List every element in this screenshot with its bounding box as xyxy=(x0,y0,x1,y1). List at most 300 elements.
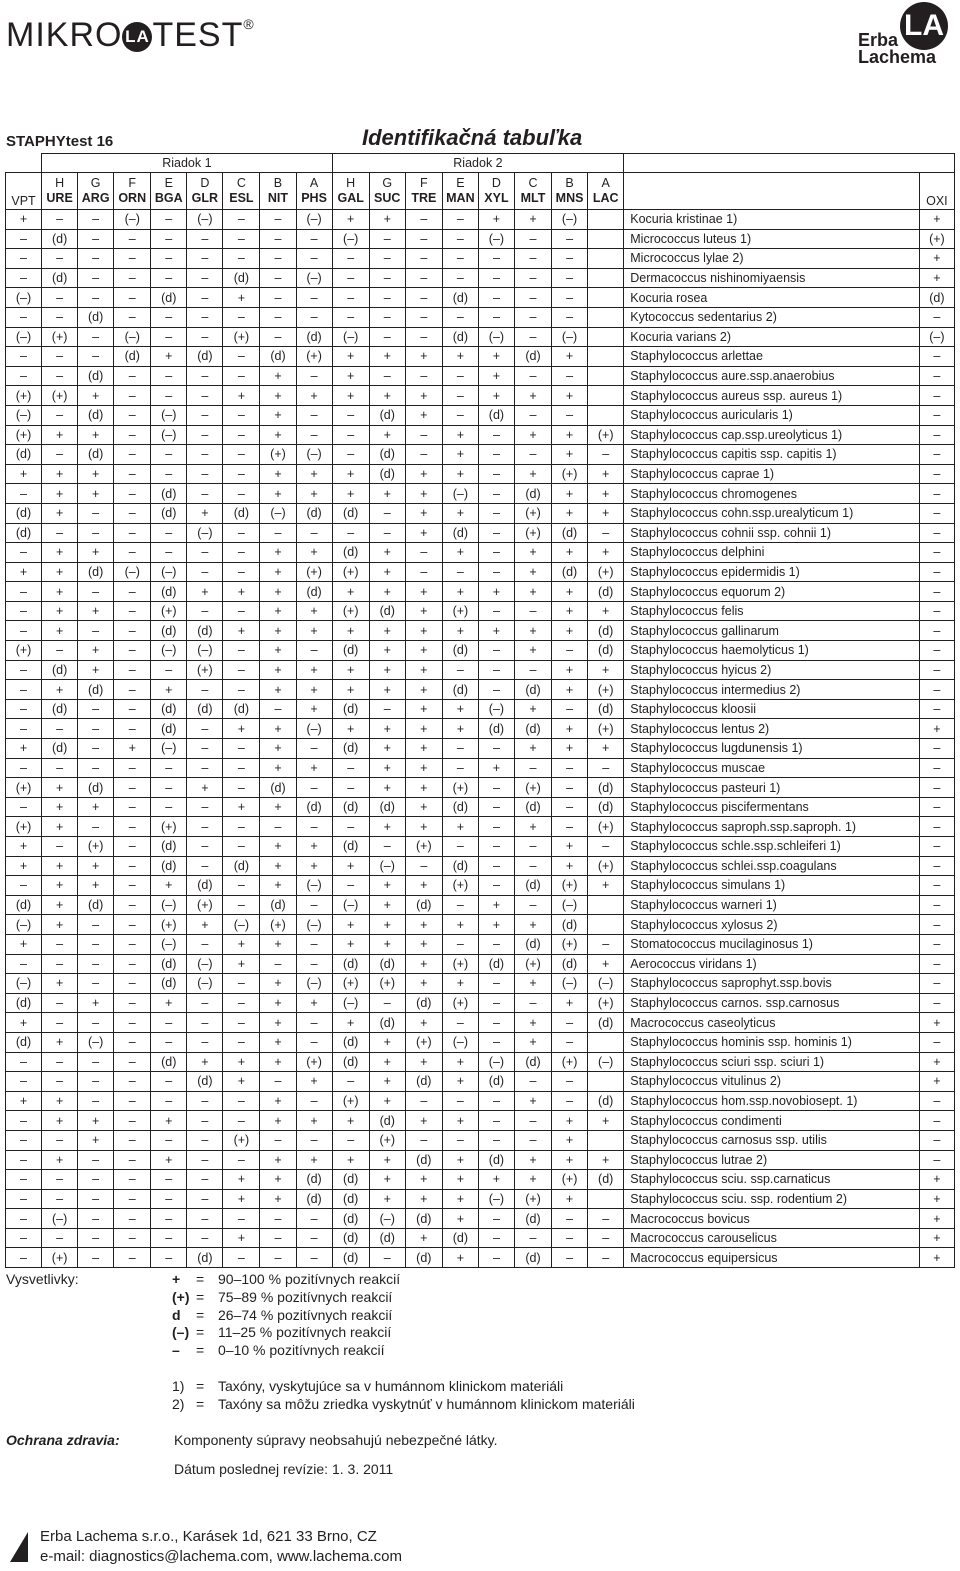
reaction-cell: + xyxy=(369,739,405,759)
reaction-cell: – xyxy=(78,974,114,994)
reaction-cell: (–) xyxy=(369,856,405,876)
reaction-cell: – xyxy=(151,386,187,406)
table-row xyxy=(6,543,955,563)
reaction-cell: – xyxy=(187,484,223,504)
test-code: ARG xyxy=(81,191,110,205)
species-name: Micrococcus lylae 2) xyxy=(624,249,920,269)
table-row xyxy=(6,1209,955,1229)
oxi-value: – xyxy=(919,974,954,994)
reaction-cell: (d) xyxy=(405,1072,442,1092)
reaction-cell: – xyxy=(369,307,405,327)
species-name: Kocuria varians 2) xyxy=(624,327,920,347)
reaction-cell: – xyxy=(552,229,588,249)
oxi-value: – xyxy=(919,1130,954,1150)
oxi-value: – xyxy=(919,817,954,837)
reaction-cell: – xyxy=(552,778,588,798)
reaction-cell: + xyxy=(514,543,551,563)
reaction-cell: – xyxy=(552,817,588,837)
reaction-cell: – xyxy=(514,856,551,876)
reaction-cell: + xyxy=(42,1032,78,1052)
reaction-cell: – xyxy=(6,1130,42,1150)
legend-item xyxy=(172,1307,392,1323)
reaction-cell: – xyxy=(151,758,187,778)
reaction-cell: (d) xyxy=(588,1170,624,1190)
species-name: Staphylococcus hyicus 2) xyxy=(624,660,920,680)
table-row xyxy=(6,1228,955,1248)
reaction-cell: + xyxy=(260,758,296,778)
reaction-cell: – xyxy=(223,993,260,1013)
reaction-cell: – xyxy=(369,503,405,523)
reaction-cell: (–) xyxy=(588,1052,624,1072)
reaction-cell: – xyxy=(478,1209,514,1229)
reaction-cell: + xyxy=(260,876,296,896)
reaction-cell: (–) xyxy=(223,915,260,935)
reaction-cell: – xyxy=(514,366,551,386)
reaction-cell: + xyxy=(42,503,78,523)
reaction-cell: – xyxy=(6,543,42,563)
reaction-cell: (+) xyxy=(260,445,296,465)
reaction-cell: – xyxy=(514,601,551,621)
reaction-cell: – xyxy=(42,1170,78,1190)
reaction-cell: – xyxy=(369,229,405,249)
reaction-cell: – xyxy=(369,1248,405,1268)
reaction-cell: + xyxy=(405,680,442,700)
legend-symbol: (–) xyxy=(172,1324,190,1341)
reaction-cell: + xyxy=(78,797,114,817)
reaction-cell: – xyxy=(6,954,42,974)
reaction-cell: – xyxy=(478,680,514,700)
reaction-cell: + xyxy=(405,347,442,367)
oxi-value: – xyxy=(919,758,954,778)
reaction-cell: – xyxy=(442,386,478,406)
reaction-cell: – xyxy=(514,758,551,778)
reaction-cell: – xyxy=(588,1228,624,1248)
reaction-cell: + xyxy=(369,680,405,700)
reaction-cell: + xyxy=(552,582,588,602)
reaction-cell: + xyxy=(332,386,369,406)
legend-text: 90–100 % pozitívnych reakcií xyxy=(218,1271,401,1287)
reaction-cell: (d) xyxy=(552,915,588,935)
reaction-cell: – xyxy=(223,347,260,367)
reaction-cell: – xyxy=(405,1091,442,1111)
test-well-letter: B xyxy=(565,176,574,190)
reaction-cell: – xyxy=(114,993,151,1013)
reaction-cell: + xyxy=(260,425,296,445)
reaction-cell: + xyxy=(588,1150,624,1170)
reaction-cell xyxy=(588,229,624,249)
reaction-cell: + xyxy=(296,543,332,563)
reaction-cell: – xyxy=(78,719,114,739)
table-row xyxy=(6,327,955,347)
reaction-cell: – xyxy=(114,837,151,857)
reaction-cell: + xyxy=(332,915,369,935)
test-well-letter: A xyxy=(309,176,319,190)
reaction-cell: – xyxy=(42,210,78,230)
reaction-cell: + xyxy=(514,974,551,994)
test-header-tre xyxy=(405,173,442,210)
reaction-cell: + xyxy=(42,817,78,837)
reaction-cell: – xyxy=(42,307,78,327)
reaction-cell: + xyxy=(405,1189,442,1209)
legend-item xyxy=(172,1324,391,1340)
reaction-cell: (d) xyxy=(187,1072,223,1092)
reaction-cell: + xyxy=(442,699,478,719)
test-code: TRE xyxy=(411,191,437,205)
table-row xyxy=(6,1248,955,1268)
reaction-cell: (+) xyxy=(588,993,624,1013)
reaction-cell: – xyxy=(187,366,223,386)
reaction-cell: + xyxy=(405,954,442,974)
reaction-cell: (+) xyxy=(514,954,551,974)
species-name: Staphylococcus aure.ssp.anaerobius xyxy=(624,366,920,386)
oxi-value: – xyxy=(919,876,954,896)
species-name: Staphylococcus sciuri ssp. sciuri 1) xyxy=(624,1052,920,1072)
reaction-cell: + xyxy=(296,1150,332,1170)
reaction-cell: – xyxy=(6,1052,42,1072)
reaction-cell: – xyxy=(296,366,332,386)
reaction-cell: + xyxy=(42,601,78,621)
reaction-cell: – xyxy=(332,876,369,896)
reaction-cell: + xyxy=(332,934,369,954)
reaction-cell: + xyxy=(442,445,478,465)
test-header-nit xyxy=(260,173,296,210)
reaction-cell: – xyxy=(187,993,223,1013)
reaction-cell: – xyxy=(6,229,42,249)
reaction-cell: – xyxy=(223,425,260,445)
reaction-cell: + xyxy=(514,1032,551,1052)
reaction-cell xyxy=(588,895,624,915)
reaction-cell: – xyxy=(6,1150,42,1170)
reaction-cell: – xyxy=(369,993,405,1013)
reaction-cell: – xyxy=(588,837,624,857)
reaction-cell: + xyxy=(588,660,624,680)
reaction-cell: – xyxy=(552,1228,588,1248)
species-name: Staphylococcus sciu. ssp.carnaticus xyxy=(624,1170,920,1190)
table-row xyxy=(6,268,955,288)
reaction-cell: – xyxy=(223,739,260,759)
reaction-cell: (–) xyxy=(478,699,514,719)
reaction-cell: + xyxy=(478,1170,514,1190)
reaction-cell: – xyxy=(223,778,260,798)
reaction-cell: – xyxy=(405,268,442,288)
reaction-cell: (–) xyxy=(151,562,187,582)
reaction-cell: – xyxy=(187,1170,223,1190)
reaction-cell: – xyxy=(478,464,514,484)
reaction-cell: – xyxy=(78,1072,114,1092)
reaction-cell: (d) xyxy=(332,1052,369,1072)
reaction-cell: + xyxy=(78,660,114,680)
reaction-cell: (d) xyxy=(332,1209,369,1229)
reaction-cell: – xyxy=(478,543,514,563)
oxi-value: – xyxy=(919,1032,954,1052)
test-header-esl xyxy=(223,173,260,210)
reaction-cell: – xyxy=(151,445,187,465)
reaction-cell xyxy=(588,347,624,367)
reaction-cell: + xyxy=(296,699,332,719)
reaction-cell: (+) xyxy=(588,719,624,739)
reaction-cell: (–) xyxy=(588,974,624,994)
reaction-cell: – xyxy=(223,641,260,661)
reaction-cell: – xyxy=(296,1130,332,1150)
reaction-cell: – xyxy=(442,562,478,582)
reaction-cell: + xyxy=(42,1111,78,1131)
reaction-cell: (–) xyxy=(187,210,223,230)
reaction-cell: + xyxy=(552,484,588,504)
reaction-cell: – xyxy=(42,405,78,425)
table-row xyxy=(6,915,955,935)
reaction-cell: (–) xyxy=(332,327,369,347)
reaction-cell: + xyxy=(552,680,588,700)
reaction-cell: – xyxy=(332,1130,369,1150)
reaction-cell: (d) xyxy=(187,621,223,641)
table-row xyxy=(6,954,955,974)
reaction-cell: + xyxy=(260,621,296,641)
reaction-cell: (d) xyxy=(442,641,478,661)
reaction-cell: + xyxy=(296,837,332,857)
reaction-cell: + xyxy=(296,660,332,680)
reaction-cell: – xyxy=(478,523,514,543)
reaction-cell: (d) xyxy=(78,445,114,465)
reaction-cell: (d) xyxy=(588,641,624,661)
reaction-cell: (d) xyxy=(332,641,369,661)
reaction-cell: – xyxy=(514,1072,551,1092)
reaction-cell: (–) xyxy=(296,876,332,896)
reaction-cell: – xyxy=(6,601,42,621)
reaction-cell: (–) xyxy=(332,895,369,915)
reaction-cell: + xyxy=(405,1228,442,1248)
oxi-value: – xyxy=(919,366,954,386)
reaction-cell: – xyxy=(151,366,187,386)
reaction-cell: – xyxy=(42,249,78,269)
reaction-cell: (+) xyxy=(405,1032,442,1052)
reaction-cell: (d) xyxy=(369,405,405,425)
identification-table xyxy=(5,153,955,1268)
oxi-value: – xyxy=(919,895,954,915)
reaction-cell: (+) xyxy=(442,601,478,621)
reaction-cell: + xyxy=(369,1091,405,1111)
reaction-cell: + xyxy=(405,660,442,680)
footnote-equals: = xyxy=(196,1378,205,1394)
reaction-cell: (–) xyxy=(296,445,332,465)
table-row xyxy=(6,1052,955,1072)
reaction-cell: – xyxy=(114,405,151,425)
reaction-cell: + xyxy=(442,1072,478,1092)
reaction-cell: + xyxy=(296,758,332,778)
reaction-cell: + xyxy=(369,895,405,915)
reaction-cell: – xyxy=(78,699,114,719)
reaction-cell: (d) xyxy=(6,1032,42,1052)
reaction-cell: + xyxy=(260,1170,296,1190)
table-row xyxy=(6,1072,955,1092)
reaction-cell: + xyxy=(514,641,551,661)
table-row xyxy=(6,386,955,406)
table-row xyxy=(6,249,955,269)
species-name: Staphylococcus muscae xyxy=(624,758,920,778)
reaction-cell: – xyxy=(478,503,514,523)
reaction-cell: (–) xyxy=(187,954,223,974)
reaction-cell: (+) xyxy=(552,1170,588,1190)
reaction-cell: – xyxy=(42,366,78,386)
reaction-cell: – xyxy=(42,288,78,308)
reaction-cell: – xyxy=(478,1013,514,1033)
reaction-cell: (d) xyxy=(332,1032,369,1052)
reaction-cell: – xyxy=(478,974,514,994)
reaction-cell: – xyxy=(78,1228,114,1248)
reaction-cell: – xyxy=(260,1209,296,1229)
reaction-cell: – xyxy=(442,210,478,230)
reaction-cell: (–) xyxy=(369,1209,405,1229)
reaction-cell: + xyxy=(260,1189,296,1209)
reaction-cell: + xyxy=(514,1170,551,1190)
reaction-cell: – xyxy=(478,1228,514,1248)
reaction-cell: – xyxy=(114,268,151,288)
reaction-cell: – xyxy=(187,307,223,327)
reaction-cell: – xyxy=(514,249,551,269)
reaction-cell: – xyxy=(6,249,42,269)
reaction-cell: – xyxy=(151,1209,187,1229)
reaction-cell: – xyxy=(442,758,478,778)
reaction-cell: (d) xyxy=(332,503,369,523)
reaction-cell: – xyxy=(442,934,478,954)
reaction-cell: – xyxy=(78,503,114,523)
reaction-cell: (d) xyxy=(332,1228,369,1248)
reaction-cell: (+) xyxy=(260,915,296,935)
reaction-cell: + xyxy=(42,543,78,563)
reaction-cell: – xyxy=(223,445,260,465)
reaction-cell xyxy=(588,210,624,230)
reaction-cell: (+) xyxy=(552,464,588,484)
reaction-cell: – xyxy=(588,445,624,465)
reaction-cell: – xyxy=(114,856,151,876)
species-name: Kocuria kristinae 1) xyxy=(624,210,920,230)
reaction-cell: + xyxy=(478,582,514,602)
reaction-cell: – xyxy=(478,876,514,896)
reaction-cell: + xyxy=(552,993,588,1013)
reaction-cell: – xyxy=(223,1150,260,1170)
table-row xyxy=(6,739,955,759)
reaction-cell: (d) xyxy=(478,1072,514,1092)
reaction-cell: + xyxy=(78,484,114,504)
reaction-cell: + xyxy=(78,464,114,484)
legend-item xyxy=(172,1289,392,1305)
reaction-cell: (+) xyxy=(151,601,187,621)
table-row xyxy=(6,1111,955,1131)
reaction-cell: + xyxy=(552,1111,588,1131)
reaction-cell: – xyxy=(151,660,187,680)
legend-equals: = xyxy=(196,1306,205,1323)
reaction-cell: + xyxy=(151,876,187,896)
reaction-cell: + xyxy=(260,405,296,425)
table-row xyxy=(6,582,955,602)
reaction-cell: – xyxy=(552,1248,588,1268)
reaction-cell: + xyxy=(478,210,514,230)
reaction-cell: + xyxy=(42,621,78,641)
reaction-cell: – xyxy=(405,1130,442,1150)
reaction-cell: – xyxy=(151,1032,187,1052)
reaction-cell: (–) xyxy=(478,1052,514,1072)
reaction-cell: – xyxy=(223,1111,260,1131)
reaction-cell: + xyxy=(442,543,478,563)
reaction-cell: + xyxy=(78,425,114,445)
test-header-orn xyxy=(114,173,151,210)
reaction-cell: (d) xyxy=(442,327,478,347)
reaction-cell: – xyxy=(6,660,42,680)
reaction-cell: + xyxy=(552,856,588,876)
reaction-cell: (d) xyxy=(332,837,369,857)
table-row xyxy=(6,797,955,817)
reaction-cell: – xyxy=(187,1013,223,1033)
reaction-cell: – xyxy=(6,1111,42,1131)
reaction-cell: + xyxy=(332,210,369,230)
reaction-cell: + xyxy=(260,1150,296,1170)
oxi-value: + xyxy=(919,1013,954,1033)
reaction-cell: – xyxy=(478,1032,514,1052)
reaction-cell: + xyxy=(260,856,296,876)
reaction-cell: – xyxy=(42,347,78,367)
reaction-cell: (–) xyxy=(6,405,42,425)
reaction-cell: – xyxy=(552,307,588,327)
species-name: Staphylococcus caprae 1) xyxy=(624,464,920,484)
reaction-cell: – xyxy=(223,1209,260,1229)
reaction-cell: (d) xyxy=(78,307,114,327)
reaction-cell: – xyxy=(296,954,332,974)
reaction-cell: – xyxy=(405,210,442,230)
reaction-cell: (d) xyxy=(151,621,187,641)
reaction-cell: (+) xyxy=(588,680,624,700)
reaction-cell: – xyxy=(552,1032,588,1052)
species-name: Staphylococcus capitis ssp. capitis 1) xyxy=(624,445,920,465)
reaction-cell: + xyxy=(296,993,332,1013)
species-name: Staphylococcus xylosus 2) xyxy=(624,915,920,935)
reaction-cell: – xyxy=(114,601,151,621)
table-row xyxy=(6,523,955,543)
reaction-cell xyxy=(588,1072,624,1092)
reaction-cell: – xyxy=(442,307,478,327)
reaction-cell: – xyxy=(369,699,405,719)
oxi-value: – xyxy=(919,386,954,406)
reaction-cell: (d) xyxy=(332,954,369,974)
reaction-cell: (d) xyxy=(369,464,405,484)
test-code: ORN xyxy=(118,191,147,205)
oxi-value: – xyxy=(919,425,954,445)
oxi-value: – xyxy=(919,484,954,504)
reaction-cell: (–) xyxy=(114,210,151,230)
reaction-cell: + xyxy=(369,915,405,935)
reaction-cell: + xyxy=(223,1228,260,1248)
reaction-cell: – xyxy=(405,249,442,269)
reaction-cell: – xyxy=(442,1013,478,1033)
reaction-cell: + xyxy=(552,739,588,759)
reaction-cell: – xyxy=(78,523,114,543)
reaction-cell: (–) xyxy=(552,974,588,994)
reaction-cell: – xyxy=(151,249,187,269)
reaction-cell: + xyxy=(260,601,296,621)
reaction-cell: – xyxy=(151,1130,187,1150)
reaction-cell: – xyxy=(260,1248,296,1268)
reaction-cell: – xyxy=(442,739,478,759)
reaction-cell: (+) xyxy=(369,1130,405,1150)
reaction-cell: (+) xyxy=(332,562,369,582)
reaction-cell xyxy=(588,307,624,327)
reaction-cell: + xyxy=(223,1052,260,1072)
oxi-value: – xyxy=(919,739,954,759)
reaction-cell: – xyxy=(478,601,514,621)
test-well-letter: A xyxy=(601,176,610,190)
reaction-cell: (d) xyxy=(369,601,405,621)
reaction-cell: (d) xyxy=(296,582,332,602)
reaction-cell: – xyxy=(151,307,187,327)
reaction-cell: + xyxy=(332,484,369,504)
